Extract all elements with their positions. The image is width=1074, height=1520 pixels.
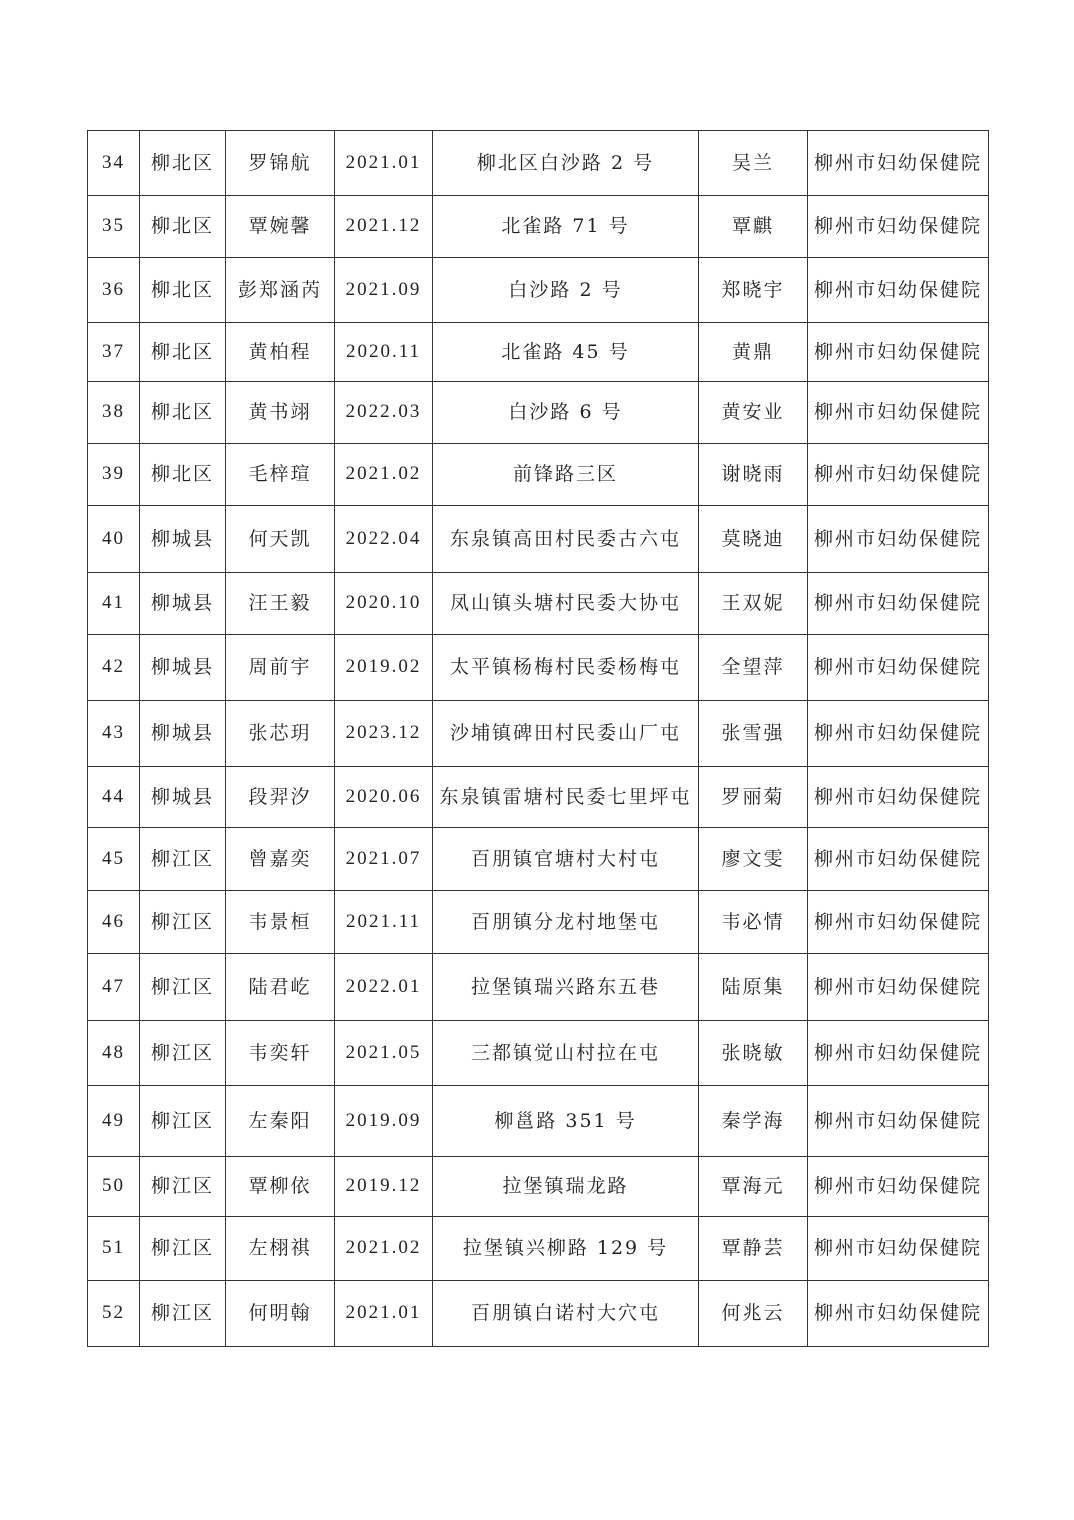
guardian-name-cell: 覃海元 xyxy=(699,1157,808,1217)
table-row xyxy=(88,828,989,891)
district-cell: 柳江区 xyxy=(140,954,226,1021)
institution-cell: 柳州市妇幼保健院 xyxy=(808,767,989,828)
child-name-cell: 韦景桓 xyxy=(226,891,335,954)
table-row xyxy=(88,258,989,323)
address-cell: 凤山镇头塘村民委大协屯 xyxy=(433,573,699,635)
guardian-name-cell: 吴兰 xyxy=(699,131,808,196)
table-row xyxy=(88,444,989,506)
institution-cell: 柳州市妇幼保健院 xyxy=(808,954,989,1021)
table-row xyxy=(88,1021,989,1086)
row-number: 34 xyxy=(88,131,140,196)
institution-cell: 柳州市妇幼保健院 xyxy=(808,506,989,573)
birth-date-cell: 2022.03 xyxy=(335,382,433,444)
address-cell: 前锋路三区 xyxy=(433,444,699,506)
table-row xyxy=(88,954,989,1021)
birth-date-cell: 2019.09 xyxy=(335,1086,433,1157)
row-number: 36 xyxy=(88,258,140,323)
guardian-name-cell: 黄鼎 xyxy=(699,323,808,382)
table-row xyxy=(88,1086,989,1157)
district-cell: 柳江区 xyxy=(140,1157,226,1217)
guardian-name-cell: 何兆云 xyxy=(699,1281,808,1347)
child-name-cell: 黄柏程 xyxy=(226,323,335,382)
district-cell: 柳江区 xyxy=(140,1281,226,1347)
row-number: 38 xyxy=(88,382,140,444)
birth-date-cell: 2021.11 xyxy=(335,891,433,954)
child-name-cell: 覃婉馨 xyxy=(226,196,335,258)
child-name-cell: 周前宇 xyxy=(226,635,335,701)
guardian-name-cell: 秦学海 xyxy=(699,1086,808,1157)
address-cell: 拉堡镇兴柳路 129 号 xyxy=(433,1217,699,1281)
child-name-cell: 何明翰 xyxy=(226,1281,335,1347)
birth-date-cell: 2021.12 xyxy=(335,196,433,258)
institution-cell: 柳州市妇幼保健院 xyxy=(808,1021,989,1086)
guardian-name-cell: 陆原集 xyxy=(699,954,808,1021)
child-name-cell: 罗锦航 xyxy=(226,131,335,196)
birth-date-cell: 2020.10 xyxy=(335,573,433,635)
district-cell: 柳江区 xyxy=(140,891,226,954)
table-row xyxy=(88,1281,989,1347)
table-row xyxy=(88,635,989,701)
child-name-cell: 彭郑涵芮 xyxy=(226,258,335,323)
child-name-cell: 黄书翊 xyxy=(226,382,335,444)
address-cell: 沙埔镇碑田村民委山厂屯 xyxy=(433,701,699,767)
district-cell: 柳城县 xyxy=(140,767,226,828)
guardian-name-cell: 覃静芸 xyxy=(699,1217,808,1281)
district-cell: 柳北区 xyxy=(140,131,226,196)
district-cell: 柳江区 xyxy=(140,1021,226,1086)
row-number: 47 xyxy=(88,954,140,1021)
row-number: 43 xyxy=(88,701,140,767)
row-number: 46 xyxy=(88,891,140,954)
row-number: 48 xyxy=(88,1021,140,1086)
records-table xyxy=(87,130,989,1347)
institution-cell: 柳州市妇幼保健院 xyxy=(808,1217,989,1281)
child-name-cell: 毛梓瑄 xyxy=(226,444,335,506)
birth-date-cell: 2022.04 xyxy=(335,506,433,573)
birth-date-cell: 2023.12 xyxy=(335,701,433,767)
address-cell: 东泉镇高田村民委古六屯 xyxy=(433,506,699,573)
birth-date-cell: 2021.01 xyxy=(335,131,433,196)
birth-date-cell: 2021.05 xyxy=(335,1021,433,1086)
address-cell: 白沙路 6 号 xyxy=(433,382,699,444)
birth-date-cell: 2020.06 xyxy=(335,767,433,828)
district-cell: 柳江区 xyxy=(140,1086,226,1157)
guardian-name-cell: 黄安业 xyxy=(699,382,808,444)
institution-cell: 柳州市妇幼保健院 xyxy=(808,573,989,635)
district-cell: 柳城县 xyxy=(140,573,226,635)
table-row xyxy=(88,891,989,954)
address-cell: 百朋镇白诺村大穴屯 xyxy=(433,1281,699,1347)
institution-cell: 柳州市妇幼保健院 xyxy=(808,701,989,767)
district-cell: 柳北区 xyxy=(140,444,226,506)
guardian-name-cell: 张雪强 xyxy=(699,701,808,767)
child-name-cell: 何天凯 xyxy=(226,506,335,573)
guardian-name-cell: 覃麒 xyxy=(699,196,808,258)
table-row xyxy=(88,1157,989,1217)
institution-cell: 柳州市妇幼保健院 xyxy=(808,635,989,701)
row-number: 49 xyxy=(88,1086,140,1157)
table-row xyxy=(88,382,989,444)
child-name-cell: 张芯玥 xyxy=(226,701,335,767)
institution-cell: 柳州市妇幼保健院 xyxy=(808,1157,989,1217)
guardian-name-cell: 谢晓雨 xyxy=(699,444,808,506)
institution-cell: 柳州市妇幼保健院 xyxy=(808,382,989,444)
row-number: 50 xyxy=(88,1157,140,1217)
institution-cell: 柳州市妇幼保健院 xyxy=(808,828,989,891)
address-cell: 柳邕路 351 号 xyxy=(433,1086,699,1157)
address-cell: 拉堡镇瑞龙路 xyxy=(433,1157,699,1217)
child-name-cell: 左栩祺 xyxy=(226,1217,335,1281)
address-cell: 太平镇杨梅村民委杨梅屯 xyxy=(433,635,699,701)
institution-cell: 柳州市妇幼保健院 xyxy=(808,131,989,196)
table-row xyxy=(88,701,989,767)
birth-date-cell: 2021.07 xyxy=(335,828,433,891)
birth-date-cell: 2021.09 xyxy=(335,258,433,323)
row-number: 44 xyxy=(88,767,140,828)
child-name-cell: 韦奕轩 xyxy=(226,1021,335,1086)
row-number: 42 xyxy=(88,635,140,701)
guardian-name-cell: 韦必情 xyxy=(699,891,808,954)
row-number: 39 xyxy=(88,444,140,506)
child-name-cell: 汪王毅 xyxy=(226,573,335,635)
district-cell: 柳北区 xyxy=(140,196,226,258)
table-row xyxy=(88,573,989,635)
birth-date-cell: 2019.02 xyxy=(335,635,433,701)
institution-cell: 柳州市妇幼保健院 xyxy=(808,196,989,258)
table-body xyxy=(88,131,989,1347)
institution-cell: 柳州市妇幼保健院 xyxy=(808,1281,989,1347)
institution-cell: 柳州市妇幼保健院 xyxy=(808,444,989,506)
row-number: 45 xyxy=(88,828,140,891)
table-row xyxy=(88,323,989,382)
birth-date-cell: 2021.01 xyxy=(335,1281,433,1347)
guardian-name-cell: 全望萍 xyxy=(699,635,808,701)
district-cell: 柳城县 xyxy=(140,506,226,573)
address-cell: 百朋镇分龙村地堡屯 xyxy=(433,891,699,954)
birth-date-cell: 2019.12 xyxy=(335,1157,433,1217)
birth-date-cell: 2021.02 xyxy=(335,1217,433,1281)
institution-cell: 柳州市妇幼保健院 xyxy=(808,1086,989,1157)
guardian-name-cell: 王双妮 xyxy=(699,573,808,635)
row-number: 37 xyxy=(88,323,140,382)
address-cell: 北雀路 71 号 xyxy=(433,196,699,258)
row-number: 35 xyxy=(88,196,140,258)
district-cell: 柳江区 xyxy=(140,1217,226,1281)
district-cell: 柳城县 xyxy=(140,701,226,767)
row-number: 40 xyxy=(88,506,140,573)
table-row xyxy=(88,767,989,828)
child-name-cell: 曾嘉奕 xyxy=(226,828,335,891)
address-cell: 东泉镇雷塘村民委七里坪屯 xyxy=(433,767,699,828)
table-row xyxy=(88,1217,989,1281)
guardian-name-cell: 张晓敏 xyxy=(699,1021,808,1086)
row-number: 41 xyxy=(88,573,140,635)
address-cell: 三都镇觉山村拉在屯 xyxy=(433,1021,699,1086)
district-cell: 柳北区 xyxy=(140,258,226,323)
birth-date-cell: 2022.01 xyxy=(335,954,433,1021)
child-name-cell: 左秦阳 xyxy=(226,1086,335,1157)
address-cell: 拉堡镇瑞兴路东五巷 xyxy=(433,954,699,1021)
row-number: 52 xyxy=(88,1281,140,1347)
address-cell: 北雀路 45 号 xyxy=(433,323,699,382)
institution-cell: 柳州市妇幼保健院 xyxy=(808,323,989,382)
guardian-name-cell: 莫晓迪 xyxy=(699,506,808,573)
guardian-name-cell: 廖文雯 xyxy=(699,828,808,891)
district-cell: 柳北区 xyxy=(140,323,226,382)
institution-cell: 柳州市妇幼保健院 xyxy=(808,891,989,954)
district-cell: 柳北区 xyxy=(140,382,226,444)
address-cell: 百朋镇官塘村大村屯 xyxy=(433,828,699,891)
row-number: 51 xyxy=(88,1217,140,1281)
birth-date-cell: 2021.02 xyxy=(335,444,433,506)
address-cell: 柳北区白沙路 2 号 xyxy=(433,131,699,196)
child-name-cell: 覃柳依 xyxy=(226,1157,335,1217)
table-row xyxy=(88,506,989,573)
institution-cell: 柳州市妇幼保健院 xyxy=(808,258,989,323)
child-name-cell: 段羿汐 xyxy=(226,767,335,828)
district-cell: 柳城县 xyxy=(140,635,226,701)
table-row xyxy=(88,196,989,258)
district-cell: 柳江区 xyxy=(140,828,226,891)
table-row xyxy=(88,131,989,196)
birth-date-cell: 2020.11 xyxy=(335,323,433,382)
address-cell: 白沙路 2 号 xyxy=(433,258,699,323)
guardian-name-cell: 郑晓宇 xyxy=(699,258,808,323)
child-name-cell: 陆君屹 xyxy=(226,954,335,1021)
guardian-name-cell: 罗丽菊 xyxy=(699,767,808,828)
